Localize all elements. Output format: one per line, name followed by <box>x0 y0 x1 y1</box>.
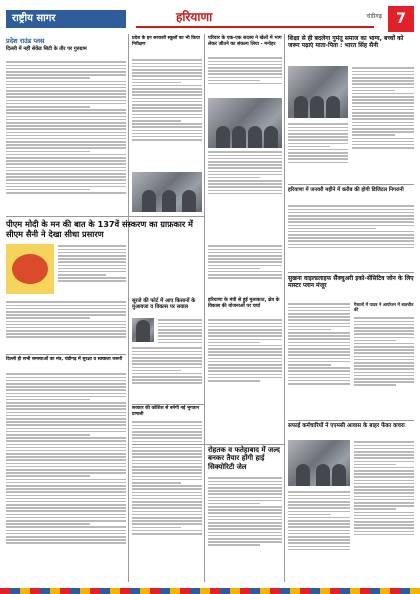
right-bottom-body-b <box>354 440 414 580</box>
col1-headline: पीएम मोदी के मन की बात के 137वें संस्करण का ग्राफ़कार में सीएम सैनी ने देखा सीधा प्रसारण <box>6 219 193 239</box>
section-rule-h <box>288 184 414 185</box>
section-rule-h <box>6 354 126 355</box>
right-top-photo <box>288 66 348 118</box>
section-rule-h <box>6 216 204 217</box>
col3-body-3 <box>208 244 282 296</box>
col2-photo <box>132 172 202 212</box>
col3-body-5 <box>208 476 282 580</box>
portrait-photo <box>132 318 154 342</box>
col2-lower-headline: सरकार की कोशिश से बनेगी नई भुगतान प्रणाली <box>132 406 200 417</box>
col1-kicker: प्रदेश राउंड प्लस <box>6 37 45 45</box>
column-rule <box>128 34 129 582</box>
right-top-headline: शिक्षा से ही बदलेगा गुमंतू समाज का भाग्य, बच्चों को जरूर पढ़ाएं माता-पिता : भारत सिंह सैनी <box>288 35 404 50</box>
col3-body-1 <box>208 56 282 96</box>
column-rule <box>204 34 205 582</box>
masthead <box>6 6 414 34</box>
section-rule-h <box>288 420 414 421</box>
section-title: हरियाणा <box>176 10 213 24</box>
right-mid-headline: हरियाणा में जनवरी महीने में करीब की होगी डिजिटल निगरानी <box>288 187 404 193</box>
col3-photo <box>208 98 282 148</box>
right-bottom-headline: सफाई कर्मचारियों ने एएमसी आवास के बाहर फेंका कचरा <box>288 423 405 429</box>
paper-name: राष्ट्रीय सागर <box>6 10 126 28</box>
col3-body-4 <box>208 318 282 412</box>
right-story-body-a <box>288 302 350 418</box>
col3-top-headline: परिवार के एक-एक सदस्य ने खेलों में भाग लेकर जीतने का संकल्प लिया - मनोहर <box>208 36 282 47</box>
col2-body-1 <box>132 58 202 170</box>
col2-body-2 <box>132 346 202 402</box>
jail-headline: रोहतक व फतेहाबाद में जल्द बनकर तैयार होंगी हाई सिक्योरिटी जेल <box>208 446 280 471</box>
right-side-headline: गैस्टलों में यादव ने आयोजन में बातचीत की <box>354 302 414 312</box>
col1-body-4 <box>6 372 126 580</box>
col1-subhead: दिल्ली में नहीं सेकेंड सिटी के तौर पर गुरुग्राम <box>6 46 87 52</box>
column-rule <box>284 34 285 582</box>
section-rule-h <box>288 272 414 273</box>
right-top-body-a <box>288 122 348 182</box>
section-rule-h <box>132 444 284 445</box>
right-mid-body <box>288 204 414 270</box>
right-bottom-body-a <box>288 490 350 580</box>
col3-mid-headline: हरियाणा के मंत्री से हुई मुलाकात, क्षेत्र के विकास की योजनाओं पर चर्चा <box>208 298 280 309</box>
col1-body-3 <box>6 300 126 352</box>
right-story-body-b <box>354 316 414 418</box>
mann-ki-baat-logo <box>6 244 54 294</box>
section-rule-h <box>132 404 204 405</box>
right-top-body-b <box>352 66 414 182</box>
section-rule <box>136 26 374 28</box>
col1-body-2 <box>58 244 126 296</box>
col1-body-1 <box>6 60 126 214</box>
date-line: चंडीगढ़ <box>366 13 382 20</box>
col2-top-headline: प्रदेश के इन सरकारी स्कूलों का भी किया निरीक्षण <box>132 36 200 47</box>
col1-lower-headline: दिल्ली ही सभी समस्याओं का मंत्र, चंडीगढ़ में सुरक्षा व स्वच्छता जरूरी <box>6 357 123 362</box>
col3-body-2 <box>208 150 282 214</box>
footer-color-strip <box>0 588 420 594</box>
col2-mid-headline: सूरजे की फोर्ट में आए किसानों के मुआवजा व विकास पर सवाल <box>132 298 196 311</box>
story-headline: सुखना वाइल्डलाइफ सैंक्चुअरी इको-सेंसिटिव जोन के लिए मास्टर प्लान मंजूर <box>288 275 414 290</box>
page-number: 7 <box>388 6 414 32</box>
right-bottom-photo <box>288 440 350 486</box>
